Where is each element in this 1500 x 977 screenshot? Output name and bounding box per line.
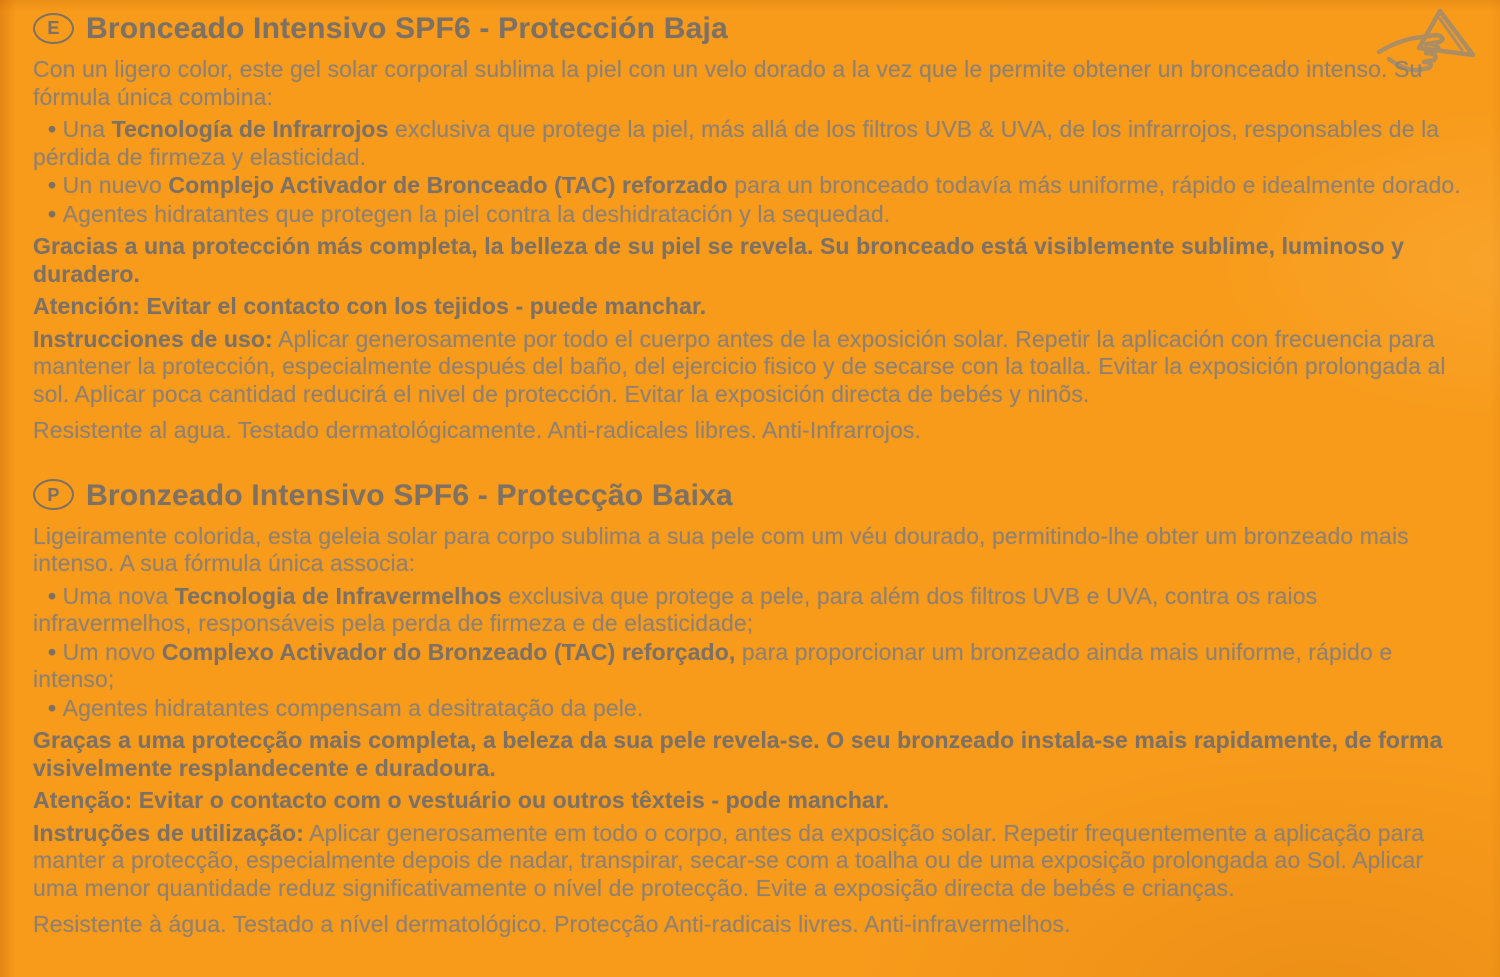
emphasis-text: Tecnología de Infrarrojos	[111, 116, 389, 142]
emphasis-text: Tecnologia de Infravermelhos	[174, 582, 502, 609]
emphasis-text: Instruções de utilização:	[33, 819, 304, 846]
label-sections	[33, 12, 1462, 939]
body-text: Resistente al agua. Testado dermatológicamente. Anti-radicales libres. Anti-Infrarrojos.	[33, 417, 921, 443]
body-text: Agentes hidratantes que protegen la piel contra la deshidratación y la sequedad.	[62, 200, 891, 227]
paragraph-bullet	[33, 172, 1462, 200]
paragraph-bold	[33, 293, 1462, 321]
body-text: Gracias a una protección más completa, la belleza de su piel se revela. Su bronceado está visiblemente sublime, luminoso y duradero.	[33, 233, 1404, 287]
paragraph-bold	[33, 787, 1462, 815]
body-text: para proporcionar um bronzeado ainda mais uniforme, rápido e intenso;	[33, 638, 1393, 692]
paragraph-bullet	[33, 639, 1462, 694]
paragraph-normal	[33, 820, 1462, 903]
language-badge: P	[33, 479, 74, 510]
body-text: Uma nova	[62, 582, 175, 609]
bullet-icon: •	[48, 172, 63, 198]
body-text: Resistente à água. Testado a nível dermatológico. Protecção Anti-radicais livres. Anti-infravermelhos.	[33, 911, 1071, 937]
bullet-icon: •	[48, 694, 63, 721]
section-title	[33, 479, 1462, 513]
bullet-icon: •	[48, 582, 63, 609]
paragraph-bold	[33, 727, 1462, 782]
body-text: Una	[62, 116, 112, 142]
section-title	[33, 12, 1462, 46]
section-title-text: Bronzeado Intensivo SPF6 - Protecção Baixa	[86, 478, 733, 512]
bullet-icon: •	[48, 638, 63, 665]
paragraph-normal	[33, 911, 1462, 939]
paragraph-normal	[33, 523, 1462, 578]
emphasis-text: Instrucciones de uso:	[33, 325, 273, 352]
body-text: exclusiva que protege la piel, más allá de los filtros UVB & UVA, de los infrarrojos, responsables de la pérdida de firmeza y elasticidad.	[33, 116, 1440, 170]
paragraph-bullet	[33, 583, 1462, 638]
paragraph-normal	[33, 56, 1462, 111]
paragraph-bullet	[33, 116, 1462, 171]
body-text: Un nuevo	[62, 172, 169, 198]
bullet-icon: •	[48, 116, 63, 142]
body-text: exclusiva que protege a pele, para além dos filtros UVB e UVA, contra os raios infravermelhos, responsáveis pela perda de firmeza e de elasticidade;	[33, 582, 1318, 636]
body-text: Atención: Evitar el contacto con los tejidos - puede manchar.	[33, 293, 707, 319]
emphasis-text: Complejo Activador de Bronceado (TAC) reforzado	[168, 172, 728, 198]
paragraph-bold	[33, 233, 1462, 288]
body-text: Um novo	[62, 638, 162, 665]
bullet-icon: •	[48, 200, 63, 227]
body-text: Con un ligero color, este gel solar corporal sublima la piel con un velo dorado a la vez que le permite obtener un bronceado intenso. Su fórmula única combina:	[33, 56, 1423, 110]
body-text: Ligeiramente colorida, esta geleia solar para corpo sublima a sua pele com um véu dourado, permitindo-lhe obter um bronzeado mais intenso. A sua fórmula única associa:	[33, 522, 1409, 576]
body-text: Atenção: Evitar o contacto com o vestuário ou outros têxteis - pode manchar.	[33, 787, 890, 813]
language-badge: E	[33, 13, 74, 44]
body-text: Aplicar generosamente por todo el cuerpo antes de la exposición solar. Repetir la aplicación con frecuencia para mantener la protección, especialmente después del baño, del ejercicio fisico y de secarse con la toalla. Evitar la exposición prolongada al sol. Aplicar poca cantidad reducirá el nivel de protección. Evitar la exposición directa de bebés y ninõs.	[33, 325, 1446, 407]
paragraph-normal	[33, 326, 1462, 409]
paragraph-bullet	[33, 695, 1462, 723]
emphasis-text: Complexo Activador do Bronzeado (TAC) reforçado,	[161, 638, 736, 665]
paragraph-bullet	[33, 201, 1462, 229]
body-text: Graças a uma protecção mais completa, a beleza da sua pele revela-se. O seu bronzeado instala-se mais rapidamente, de forma visivelmente resplandecente e duradoura.	[33, 727, 1443, 781]
label-section-pt	[33, 479, 1462, 939]
body-text: para un bronceado todavía más uniforme, rápido e idealmente dorado.	[727, 172, 1461, 198]
body-text: Aplicar generosamente em todo o corpo, antes da exposição solar. Repetir frequentemente a aplicação para manter a protecção, especialmente depois de nadar, transpirar, secar-se com a toalha ou de uma exposição prolongada ao Sol. Aplicar uma menor quantidade reduz significativamente o nível de protecção. Evite a exposição directa de bebés e crianças.	[33, 819, 1425, 901]
paragraph-normal	[33, 417, 1462, 445]
section-title-text: Bronceado Intensivo SPF6 - Protección Baja	[86, 12, 728, 45]
body-text: Agentes hidratantes compensam a desitratação da pele.	[62, 694, 644, 721]
label-section-es	[33, 12, 1462, 445]
